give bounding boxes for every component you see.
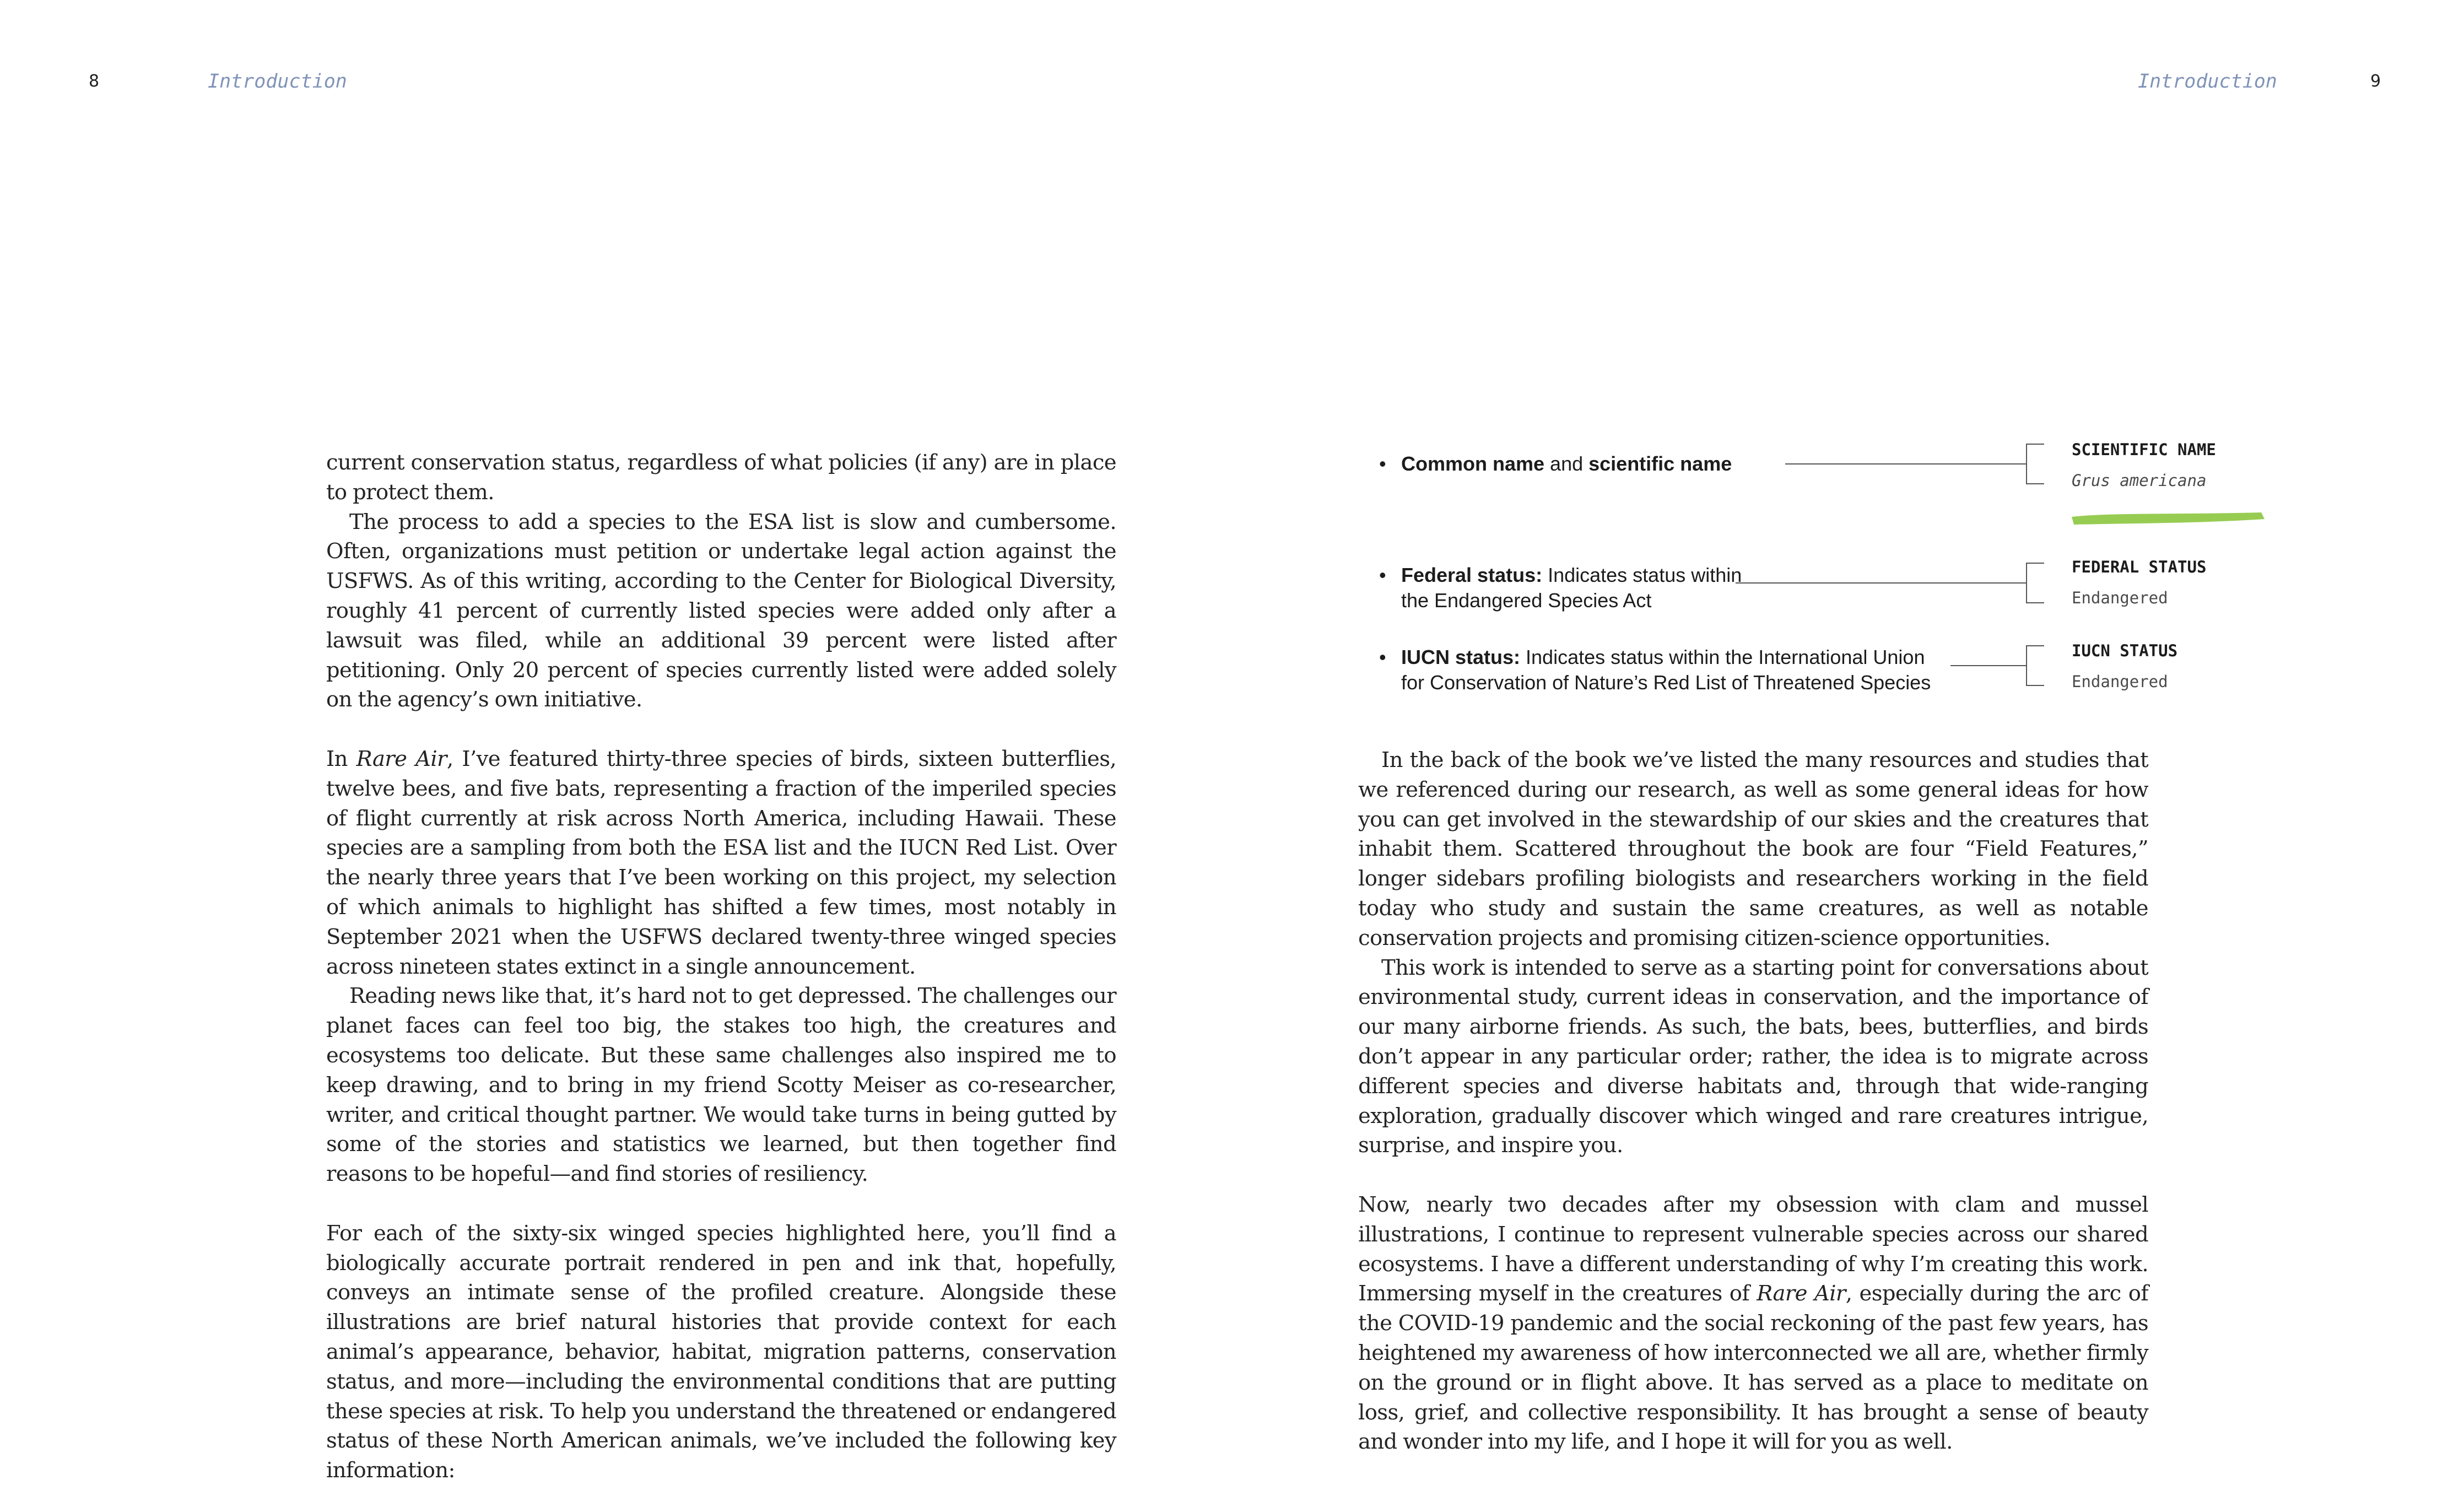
key-item-names: • Common name and scientific name bbox=[1401, 451, 1754, 477]
iucn-status-value: Endangered bbox=[2072, 672, 2168, 691]
page-number: 8 bbox=[89, 72, 100, 91]
scientific-name-value: Grus americana bbox=[2072, 471, 2207, 490]
highlighter-stroke bbox=[2072, 512, 2265, 525]
scientific-name-heading: SCIENTIFIC NAME bbox=[2072, 440, 2216, 459]
paragraph: For each of the sixty-six winged species highlighted here, you’ll find a biologically accurate portrait rendered in pen and ink that, hopefully, conveys an intimate sense of the profiled creature. Alongside these illustrations are brief natural histories that provide context for each animal’s appearance, behavior, habitat, migration patterns, conservation status, and more—including the environmental conditions that are putting these species at risk. To help you understand the threatened or endangered status of these North American animals, we’ve included the following key information: bbox=[326, 1220, 1116, 1483]
book-title: Rare Air bbox=[1757, 1281, 1846, 1306]
federal-status-value: Endangered bbox=[2072, 588, 2168, 607]
paragraph: Now, nearly two decades after my obsession with clam and mussel illustrations, I continue to represent vulnerable species across our shared ecosystems. I have a different understanding of why I’m creating this work. Immersing myself in the creatures of Rare Air, especially during the arc of the COVID-19 pandemic and the social reckoning of the past few years, has heightened my awareness of how interconnected we all are, whether firmly on the ground or in flight above. It has served as a place to meditate on loss, grief, and collective responsibility. It has brought a sense of beauty and wonder into my life, and I hope it will for you as well. bbox=[1358, 1192, 2148, 1455]
paragraph: current conservation status, regardless of what policies (if any) are in place to protect them. bbox=[326, 450, 1116, 505]
paragraph: In the back of the book we’ve listed the many resources and studies that we referenced during our research, as well as some general ideas for how you can get involved in the stewardship of our skies and the creatures that inhabit them. Scattered throughout the book are four “Field Features,” longer sidebars profiling biologists and researchers working in the field today who study and sustain the same creatures, as well as notable conservation projects and promising citizen-science opportunities. bbox=[1358, 748, 2148, 950]
book-title: Rare Air bbox=[356, 746, 447, 771]
page-number: 9 bbox=[2370, 72, 2381, 91]
paragraph: In Rare Air, I’ve featured thirty-three species of birds, sixteen butterflies, twelve bees, and five bats, representing a fraction of the imperiled species of flight currently at risk across North America, including Hawaii. These species are a sampling from both the ESA list and the IUCN Red List. Over the nearly three years that I’ve been working on this project, my selection of which animals to highlight has shifted a few times, most notably in September 2021 when the USFWS declared twenty-three winged species across nineteen states extinct in a single announcement. bbox=[326, 746, 1116, 979]
bullet-icon: • bbox=[1379, 646, 1386, 668]
running-head: Introduction bbox=[208, 71, 347, 93]
running-head: Introduction bbox=[2138, 71, 2277, 93]
key-item-iucn: • IUCN status: Indicates status within the International Union for Conservation of Nature’s Red List of Threatened Species bbox=[1379, 646, 1931, 694]
federal-status-heading: FEDERAL STATUS bbox=[2072, 558, 2207, 576]
paragraph: The process to add a species to the ESA list is slow and cumbersome. Often, organizations must petition or undertake legal action against the USFWS. As of this writing, according to the Center for Biological Diversity, roughly 41 percent of currently listed species were added only after a lawsuit was filed, while an additional 39 percent were listed after petitioning. Only 20 percent of species currently listed were added solely on the agency’s own initiative. bbox=[326, 509, 1116, 712]
bullet-icon: • bbox=[1379, 564, 1386, 586]
bullet-icon: • bbox=[1379, 452, 1386, 475]
paragraph: Reading news like that, it’s hard not to get depressed. The challenges our planet faces can feel too big, the stakes too high, the creatures and ecosystems too delicate. But these same challenges also inspired me to keep drawing, and to bring in my friend Scotty Meiser as co-researcher, writer, and critical thought partner. We would take turns in being gutted by some of the stories and statistics we learned, but then together find reasons to be hopeful—and find stories of resiliency. bbox=[326, 984, 1116, 1187]
key-item-federal: • Federal status: Indicates status within the Endangered Species Act bbox=[1379, 564, 1742, 612]
iucn-status-heading: IUCN STATUS bbox=[2072, 641, 2178, 660]
paragraph: This work is intended to serve as a starting point for conversations about environmental study, current ideas in conservation, and the importance of our many airborne friends. As such, the bats, bees, butterflies, and birds don’t appear in any particular order; rather, the idea is to migrate across different species and diverse habitats and, through that wide-ranging exploration, gradually discover which winged and rare creatures intrigue, surprise, and inspire you. bbox=[1358, 955, 2148, 1158]
right-body-text bbox=[1358, 746, 2148, 1457]
